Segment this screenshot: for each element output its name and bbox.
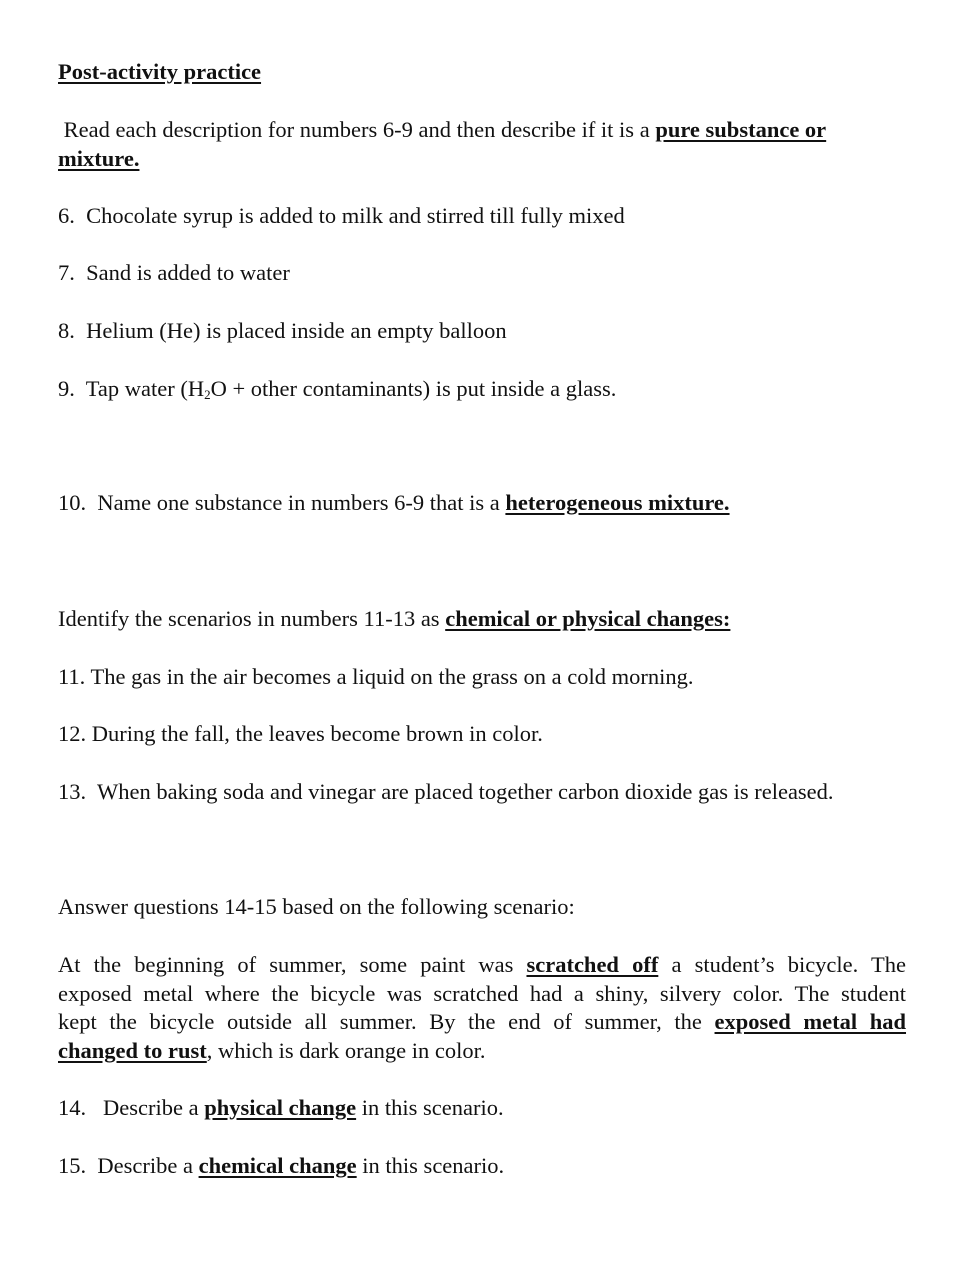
q14-text: 14. Describe a <box>58 1095 205 1120</box>
q10-emphasis: heterogeneous mixture. <box>505 490 730 515</box>
question-9 <box>58 374 616 403</box>
intro-text: Read each description for numbers 6-9 and then describe if it is a <box>58 117 656 142</box>
scenario-line-3 <box>58 1007 906 1036</box>
intro-emphasis: pure substance or <box>655 117 827 142</box>
intro-line-1 <box>58 115 826 144</box>
scenario-line-4 <box>58 1036 485 1065</box>
scenario-emphasis: changed to rust <box>58 1038 207 1063</box>
scenario-emphasis: exposed metal had <box>714 1009 907 1034</box>
q9-post: O + other contaminants) is put inside a glass. <box>210 376 617 401</box>
question-10 <box>58 488 730 517</box>
q15-emphasis: chemical change <box>198 1153 357 1178</box>
answer-instruction: Answer questions 14-15 based on the following scenario: <box>58 894 575 919</box>
question-8: 8. Helium (He) is placed inside an empty balloon <box>58 318 507 343</box>
intro-line-2 <box>58 144 139 173</box>
question-13: 13. When baking soda and vinegar are placed together carbon dioxide gas is released. <box>58 779 834 804</box>
q10-text: 10. Name one substance in numbers 6-9 that is a <box>58 490 506 515</box>
question-11: 11. The gas in the air becomes a liquid on the grass on a cold morning. <box>58 664 694 689</box>
scenario-emphasis: scratched off <box>526 952 659 977</box>
identify-emphasis: chemical or physical changes: <box>445 606 731 631</box>
question-7: 7. Sand is added to water <box>58 260 290 285</box>
question-15 <box>58 1151 504 1180</box>
q14-emphasis: physical change <box>204 1095 357 1120</box>
q9-subscript: 2 <box>204 387 211 402</box>
q15-text-end: in this scenario. <box>356 1153 505 1178</box>
identify-instruction <box>58 604 730 633</box>
scenario-text: At the beginning of summer, some paint was <box>58 952 527 977</box>
question-12: 12. During the fall, the leaves become brown in color. <box>58 721 543 746</box>
scenario-line-1 <box>58 950 906 979</box>
scenario-text: a student’s bicycle. The <box>658 952 906 977</box>
page-title: Post-activity practice <box>58 59 262 84</box>
q15-text: 15. Describe a <box>58 1153 199 1178</box>
intro-emphasis-2: mixture. <box>58 146 140 171</box>
q14-text-end: in this scenario. <box>356 1095 504 1120</box>
question-6: 6. Chocolate syrup is added to milk and stirred till fully mixed <box>58 203 625 228</box>
scenario-text: kept the bicycle outside all summer. By the end of summer, the <box>58 1009 715 1034</box>
scenario-line-2: exposed metal where the bicycle was scratched had a shiny, silvery color. The student <box>58 981 906 1006</box>
scenario-text: , which is dark orange in color. <box>206 1038 486 1063</box>
q9-pre: 9. Tap water (H <box>58 376 205 401</box>
identify-text: Identify the scenarios in numbers 11-13 as <box>58 606 446 631</box>
question-14 <box>58 1093 504 1122</box>
